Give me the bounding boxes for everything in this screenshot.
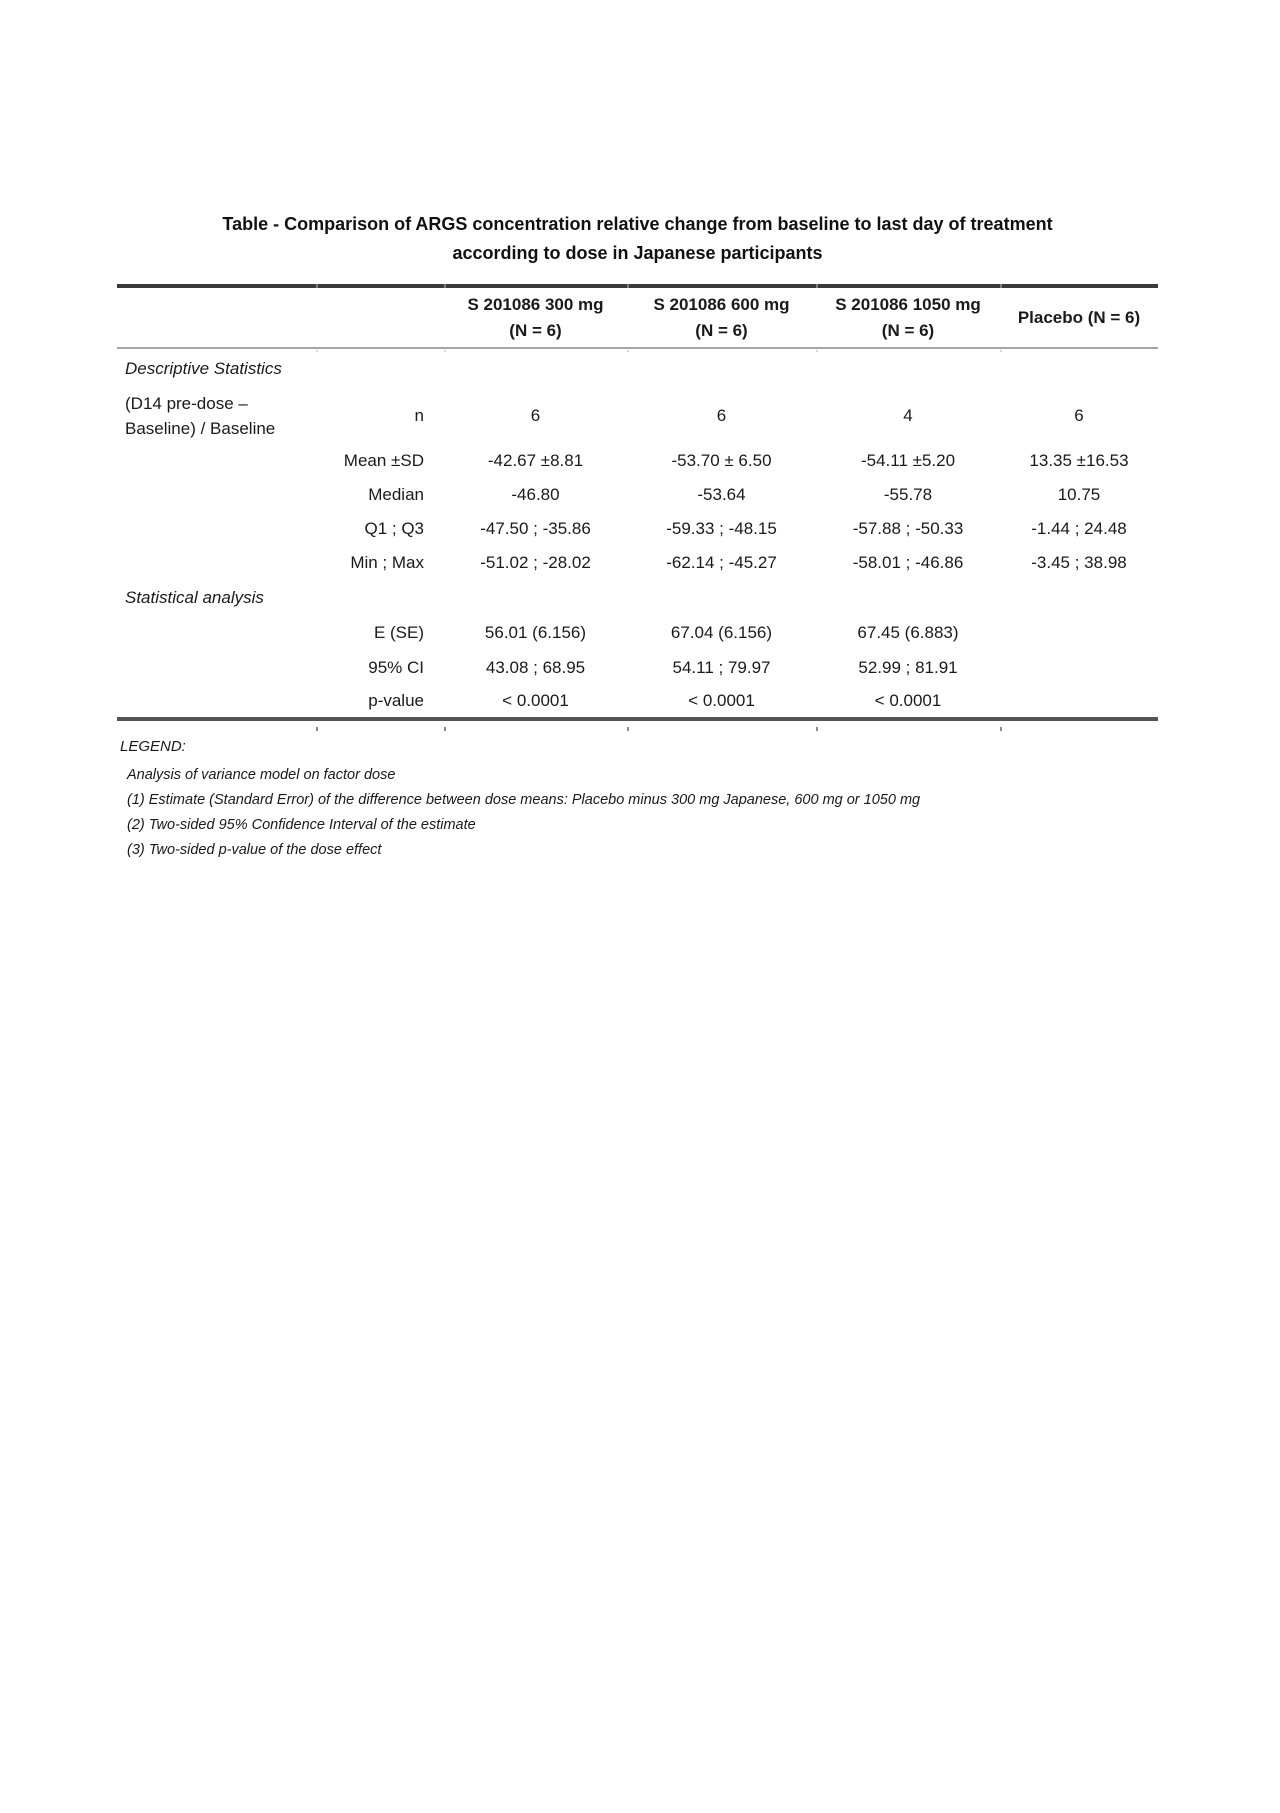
legend-line-pvalue: (3) Two-sided p-value of the dose effect <box>127 842 382 858</box>
rule-notch <box>627 350 629 352</box>
header-600mg-line2: (N = 6) <box>695 320 748 340</box>
rule-notch <box>316 727 318 731</box>
rule-notch <box>627 727 629 731</box>
header-stub-empty <box>117 286 316 348</box>
group-label-line2: Baseline) / Baseline <box>125 419 276 438</box>
table-title-line1: Table - Comparison of ARGS concentration relative change from baseline to last day of treatment <box>222 214 1053 234</box>
cell-ci-600mg: 54.11 ; 79.97 <box>672 658 771 677</box>
row-95ci <box>117 651 1158 685</box>
row-label-q1-q3: Q1 ; Q3 <box>364 519 424 538</box>
row-label-median: Median <box>368 485 424 504</box>
header-row <box>117 286 1158 348</box>
cell-median-placebo: 10.75 <box>1057 485 1101 504</box>
cell-minmax-300mg: -51.02 ; -28.02 <box>480 553 591 572</box>
section-row-statistical <box>117 580 1158 615</box>
rule-notch <box>444 284 446 288</box>
stub-empty <box>117 512 316 546</box>
rule-notch <box>444 350 446 352</box>
header-col-600mg <box>627 286 816 348</box>
cell-ese-600mg: 67.04 (6.156) <box>670 623 773 642</box>
group-label-d14 <box>117 388 316 444</box>
stub-empty <box>117 651 316 685</box>
cell-minmax-placebo: -3.45 ; 38.98 <box>1031 553 1127 572</box>
row-median <box>117 478 1158 512</box>
cell-q1q3-placebo: -1.44 ; 24.48 <box>1031 519 1127 538</box>
stub-empty <box>117 615 316 651</box>
rule-notch <box>1000 350 1002 352</box>
row-label-p-value: p-value <box>316 685 444 719</box>
cell-q1q3-300mg: -47.50 ; -35.86 <box>480 519 591 538</box>
legend-line-anova: Analysis of variance model on factor dose <box>127 767 396 783</box>
row-label-min-max: Min ; Max <box>350 553 424 572</box>
statistics-table <box>117 284 1158 721</box>
row-mean-sd <box>117 444 1158 478</box>
group-label-line1: (D14 pre-dose – <box>125 394 248 413</box>
stub-empty <box>117 444 316 478</box>
legend <box>120 734 1161 863</box>
cell-mean-300mg: -42.67 ±8.81 <box>487 451 584 470</box>
cell-pvalue-600mg: < 0.0001 <box>627 685 816 719</box>
stub-empty <box>117 546 316 580</box>
cell-mean-placebo: 13.35 ±16.53 <box>1029 451 1129 470</box>
cell-minmax-1050mg: -58.01 ; -46.86 <box>852 553 964 572</box>
section-label-statistical: Statistical analysis <box>125 587 264 607</box>
rule-notch <box>816 350 818 352</box>
cell-pvalue-300mg: < 0.0001 <box>444 685 627 719</box>
cell-pvalue-placebo <box>1000 685 1158 719</box>
row-min-max <box>117 546 1158 580</box>
cell-ese-placebo <box>1000 615 1158 651</box>
cell-ese-300mg: 56.01 (6.156) <box>484 623 587 642</box>
header-600mg-line1: S 201086 600 mg <box>653 294 790 314</box>
rule-notch <box>1000 727 1002 731</box>
cell-mean-1050mg: -54.11 ±5.20 <box>860 451 956 470</box>
legend-heading: LEGEND: <box>120 738 186 755</box>
row-label-95ci: 95% CI <box>368 658 424 677</box>
cell-q1q3-1050mg: -57.88 ; -50.33 <box>852 519 964 538</box>
header-1050mg-line2: (N = 6) <box>881 320 935 340</box>
row-label-e-se: E (SE) <box>373 623 424 642</box>
rule-notch <box>1000 284 1002 288</box>
rule-notch <box>316 350 318 352</box>
cell-median-600mg: -53.64 <box>697 485 746 504</box>
header-300mg-line1: S 201086 300 mg <box>467 294 604 314</box>
cell-q1q3-600mg: -59.33 ; -48.15 <box>666 519 777 538</box>
cell-n-600mg: 6 <box>716 406 727 425</box>
section-row-descriptive <box>117 348 1158 388</box>
rule-notch <box>816 727 818 731</box>
row-e-se <box>117 615 1158 651</box>
cell-median-300mg: -46.80 <box>511 485 560 504</box>
rule-notch <box>316 284 318 288</box>
legend-line-ci: (2) Two-sided 95% Confidence Interval of the estimate <box>127 817 476 833</box>
table-title <box>117 210 1158 268</box>
cell-mean-600mg: -53.70 ± 6.50 <box>671 451 772 470</box>
header-1050mg-line1: S 201086 1050 mg <box>835 294 981 314</box>
cell-n-300mg: 6 <box>530 406 541 425</box>
stub-empty <box>117 685 316 719</box>
section-label-descriptive: Descriptive Statistics <box>125 358 282 378</box>
rule-notch <box>444 727 446 731</box>
row-n <box>117 388 1158 444</box>
cell-n-1050mg: 4 <box>903 406 913 425</box>
row-q1-q3 <box>117 512 1158 546</box>
header-col-300mg <box>444 286 627 348</box>
rule-notch <box>816 284 818 288</box>
cell-ci-300mg: 43.08 ; 68.95 <box>485 658 586 677</box>
cell-ci-1050mg: 52.99 ; 81.91 <box>858 658 958 677</box>
legend-line-estimate: (1) Estimate (Standard Error) of the difference between dose means: Placebo minus 300 mg Japanese, 600 mg or 1050 mg <box>127 792 921 808</box>
cell-minmax-600mg: -62.14 ; -45.27 <box>666 553 777 572</box>
cell-ese-1050mg: 67.45 (6.883) <box>857 623 959 642</box>
row-label-mean-sd: Mean ±SD <box>343 451 424 470</box>
header-300mg-line2: (N = 6) <box>509 320 562 340</box>
header-label-empty <box>316 286 444 348</box>
cell-median-1050mg: -55.78 <box>883 485 933 504</box>
row-p-value <box>117 685 1158 719</box>
stub-empty <box>117 478 316 512</box>
cell-n-placebo: 6 <box>1074 406 1084 425</box>
table-title-line2: according to dose in Japanese participants <box>452 243 823 263</box>
cell-pvalue-1050mg: < 0.0001 <box>816 685 1000 719</box>
row-label-n: n <box>414 406 424 425</box>
rule-notch <box>627 284 629 288</box>
cell-ci-placebo <box>1000 651 1158 685</box>
header-col-placebo: Placebo (N = 6) <box>1000 286 1158 348</box>
header-col-1050mg <box>816 286 1000 348</box>
